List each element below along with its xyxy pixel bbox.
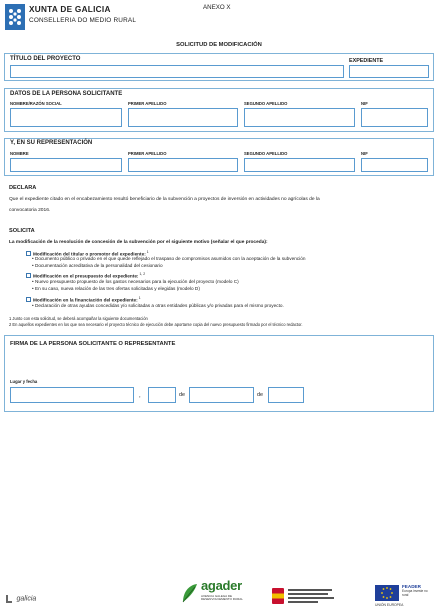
- day-input[interactable]: [148, 387, 176, 403]
- feader-subtext: Europa investe no rural: [402, 589, 428, 597]
- place-input[interactable]: [10, 387, 134, 403]
- applicant-surname1-input[interactable]: [128, 108, 238, 127]
- logo-line1: XUNTA DE GALICIA: [29, 5, 111, 14]
- xunta-logo: [5, 4, 25, 30]
- list-item: • Documento público o privado en el que quede reflejado el traspaso de compromisos asumidos con la aceptación de la subvención: [32, 256, 306, 261]
- eu-label: UNIÓN EUROPEA: [375, 603, 404, 607]
- footnote-2: 2 En aquellos expedientes en los que sea necesario el proyecto técnico de ejecución debe aportarse copia del nuevo presupuesto firmado por el técnico redactor.: [9, 322, 303, 327]
- declara-line1: Que el expediente citado en el encabezamiento resultó beneficiario de la subvención a proyectos de inversión en actividades no agrícolas de la: [9, 197, 320, 202]
- annex-label: ANEXO X: [203, 4, 231, 11]
- de-separator-1: de: [179, 392, 185, 398]
- option-presupuesto-label: Modificación en el presupuesto del expediente:$^{1, 2}$: [33, 272, 146, 279]
- eu-stars-icon: [375, 585, 399, 601]
- footnote-1: 1 Junto con esta solicitud, se deberá acompañar la siguiente documentación: [9, 316, 148, 321]
- agader-subtext: AXENCIA GALEGA DE DESENVOLVEMENTO RURAL: [201, 594, 243, 602]
- file-input[interactable]: [349, 65, 429, 78]
- applicant-nif-label: NIF: [361, 101, 368, 106]
- project-title-label: TÍTULO DEL PROYECTO: [10, 56, 81, 62]
- representative-surname2-label: SEGUNDO APELLIDO: [244, 151, 288, 156]
- representative-name-input[interactable]: [10, 158, 122, 172]
- applicant-surname2-input[interactable]: [244, 108, 355, 127]
- option-presupuesto-checkbox[interactable]: [26, 273, 31, 278]
- list-item: • Nuevo presupuesto propuesto de los gastos necesarios para la ejecución del proyecto (modelo C): [32, 279, 239, 284]
- feader-text: FEADER: [402, 584, 421, 589]
- option-titular-label: Modificación del titular o promotor del expediente:$^1$: [33, 250, 149, 257]
- galicia-mark-icon: [6, 595, 12, 603]
- galicia-text: galicia: [16, 595, 37, 603]
- representative-nif-input[interactable]: [361, 158, 428, 172]
- eu-flag-icon: [375, 585, 399, 601]
- spain-ministry-logo: [272, 586, 342, 608]
- spain-shield-icon: [272, 588, 284, 604]
- xunta-shield-icon: [5, 4, 25, 30]
- project-title-input[interactable]: [10, 65, 344, 78]
- applicant-name-label: NOMBRE/RAZÓN SOCIAL: [10, 101, 62, 106]
- option-financiacion-sup: 1: [138, 296, 141, 300]
- representative-surname1-label: PRIMER APELLIDO: [128, 151, 167, 156]
- applicant-nif-input[interactable]: [361, 108, 428, 127]
- applicant-surname2-label: SEGUNDO APELLIDO: [244, 101, 288, 106]
- list-item: • En su caso, nueva relación de las tres ofertas solicitadas y elegidas (modelo D): [32, 286, 200, 291]
- option-financiacion-label: Modificación en la financiación del expediente:$^1$: [33, 296, 141, 303]
- representative-section-label: Y, EN SU REPRESENTACIÓN: [10, 140, 93, 146]
- applicant-name-input[interactable]: [10, 108, 122, 127]
- list-item: • Documentación acreditativa de la personalidad del cesionario: [32, 263, 163, 268]
- applicant-surname1-label: PRIMER APELLIDO: [128, 101, 167, 106]
- form-title: SOLICITUD DE MODIFICACIÓN: [176, 42, 262, 48]
- solicita-heading: SOLICITA: [9, 228, 35, 234]
- logo-line2: CONSELLERIA DO MEDIO RURAL: [29, 17, 137, 24]
- solicita-intro: La modificación de la resolución de concesión de la subvención por el siguiente motivo (señalar el que proceda):: [9, 240, 268, 245]
- month-input[interactable]: [189, 387, 254, 403]
- comma-separator: ,: [139, 393, 141, 399]
- option-titular-sup: 1: [146, 250, 149, 254]
- declara-heading: DECLARA: [9, 185, 37, 191]
- option-titular-checkbox[interactable]: [26, 251, 31, 256]
- place-date-label: Lugar y fecha: [10, 379, 38, 384]
- file-label: EXPEDIENTE: [349, 58, 384, 64]
- representative-surname2-input[interactable]: [244, 158, 355, 172]
- signature-heading: FIRMA DE LA PERSONA SOLICITANTE O REPRESENTANTE: [10, 341, 176, 347]
- option-financiacion-checkbox[interactable]: [26, 297, 31, 302]
- representative-surname1-input[interactable]: [128, 158, 238, 172]
- year-input[interactable]: [268, 387, 304, 403]
- agader-leaf-icon: [181, 582, 199, 604]
- ministry-text-lines: [288, 589, 338, 603]
- option-presupuesto-sup: 1, 2: [139, 272, 146, 276]
- representative-name-label: NOMBRE: [10, 151, 29, 156]
- declara-line2: convocatoria 2016.: [9, 208, 51, 213]
- galicia-footer-logo: [6, 590, 36, 602]
- agader-text: agader: [201, 578, 242, 593]
- feader-logo: [375, 583, 435, 611]
- applicant-section-label: DATOS DE LA PERSONA SOLICITANTE: [10, 91, 123, 97]
- list-item: • Declaración de otras ayudas concedidas y/o solicitadas a otras entidades públicas y/o privadas para el mismo proyecto.: [32, 303, 284, 308]
- agader-logo: [181, 578, 261, 608]
- representative-nif-label: NIF: [361, 151, 368, 156]
- de-separator-2: de: [257, 392, 263, 398]
